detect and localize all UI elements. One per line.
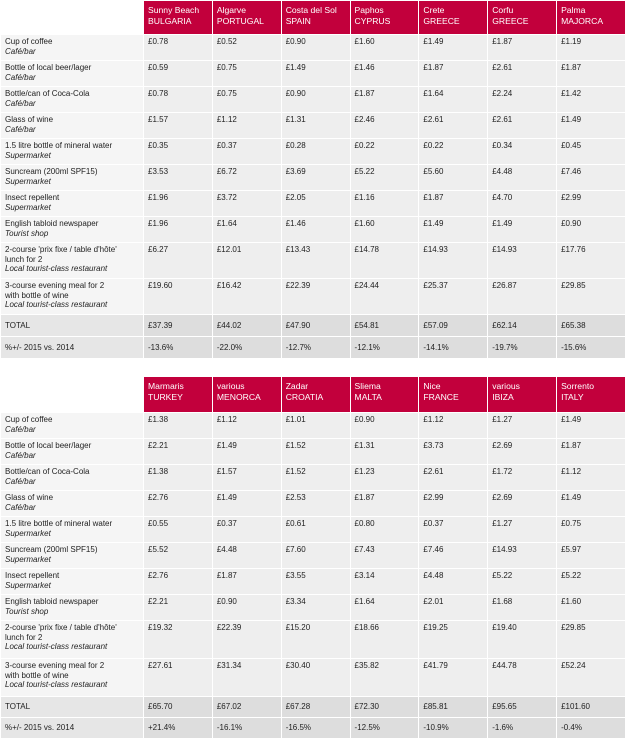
- total-cell: £65.38: [557, 315, 625, 337]
- price-cell: £0.37: [212, 517, 281, 543]
- price-cell: £1.01: [281, 413, 350, 439]
- table-row: [1, 543, 625, 569]
- item-label: 3-course evening meal for 2 with bottle of wine Local tourist-class restaurant: [1, 659, 144, 697]
- price-cell: £1.87: [557, 61, 625, 87]
- price-cell: £3.55: [281, 569, 350, 595]
- item-label: Cup of coffee Café/bar: [1, 35, 144, 61]
- price-cell: £15.20: [281, 621, 350, 659]
- price-cell: £1.72: [488, 465, 557, 491]
- price-cell: £1.49: [419, 217, 488, 243]
- item-label: Insect repellent Supermarket: [1, 569, 144, 595]
- table-row: [1, 621, 625, 659]
- price-cell: £17.76: [557, 243, 625, 279]
- header-destination: various IBIZA: [488, 377, 557, 413]
- header-corner: [1, 377, 144, 413]
- header-corner: [1, 1, 144, 35]
- change-cell: +21.4%: [144, 718, 213, 739]
- price-cell: £0.78: [144, 35, 213, 61]
- header-destination: Paphos CYPRUS: [350, 1, 419, 35]
- header-destination: various MENORCA: [212, 377, 281, 413]
- change-cell: -0.4%: [557, 718, 625, 739]
- price-cell: £1.23: [350, 465, 419, 491]
- header-destination: Zadar CROATIA: [281, 377, 350, 413]
- price-cell: £14.93: [488, 243, 557, 279]
- price-cell: £19.25: [419, 621, 488, 659]
- price-cell: £1.87: [419, 61, 488, 87]
- item-label: Cup of coffee Café/bar: [1, 413, 144, 439]
- price-cell: £1.60: [350, 217, 419, 243]
- price-cell: £30.40: [281, 659, 350, 697]
- price-cell: £44.78: [488, 659, 557, 697]
- price-cell: £1.49: [557, 113, 625, 139]
- price-cell: £16.42: [212, 279, 281, 315]
- header-destination: Sliema MALTA: [350, 377, 419, 413]
- price-cell: £1.27: [488, 517, 557, 543]
- price-cell: £41.79: [419, 659, 488, 697]
- change-label: %+/- 2015 vs. 2014: [1, 337, 144, 359]
- price-cell: £5.22: [350, 165, 419, 191]
- header-destination: Corfu GREECE: [488, 1, 557, 35]
- price-cell: £6.72: [212, 165, 281, 191]
- table-row: [1, 191, 625, 217]
- price-cell: £27.61: [144, 659, 213, 697]
- header-destination: Costa del Sol SPAIN: [281, 1, 350, 35]
- item-label: 1.5 litre bottle of mineral water Supermarket: [1, 517, 144, 543]
- price-cell: £0.37: [212, 139, 281, 165]
- price-cell: £24.44: [350, 279, 419, 315]
- price-cell: £0.80: [350, 517, 419, 543]
- price-cell: £1.87: [350, 491, 419, 517]
- price-cell: £25.37: [419, 279, 488, 315]
- price-cell: £35.82: [350, 659, 419, 697]
- price-cell: £2.69: [488, 491, 557, 517]
- price-cell: £2.21: [144, 595, 213, 621]
- change-cell: -16.1%: [212, 718, 281, 739]
- item-label: Glass of wine Café/bar: [1, 113, 144, 139]
- price-cell: £1.38: [144, 413, 213, 439]
- price-cell: £7.46: [419, 543, 488, 569]
- change-cell: -22.0%: [212, 337, 281, 359]
- price-cell: £0.78: [144, 87, 213, 113]
- price-cell: £2.99: [557, 191, 625, 217]
- price-cell: £19.32: [144, 621, 213, 659]
- header-row: [1, 377, 625, 413]
- total-cell: £37.39: [144, 315, 213, 337]
- price-cell: £2.24: [488, 87, 557, 113]
- table-row: [1, 87, 625, 113]
- price-cell: £0.55: [144, 517, 213, 543]
- table-row: [1, 413, 625, 439]
- price-cell: £1.87: [212, 569, 281, 595]
- price-cell: £1.60: [557, 595, 625, 621]
- item-label: 1.5 litre bottle of mineral water Supermarket: [1, 139, 144, 165]
- item-label: Bottle/can of Coca-Cola Café/bar: [1, 465, 144, 491]
- price-cell: £0.59: [144, 61, 213, 87]
- price-cell: £2.46: [350, 113, 419, 139]
- item-label: 2-course 'prix fixe / table d'hôte' lunch for 2 Local tourist-class restaurant: [1, 621, 144, 659]
- table-row: [1, 217, 625, 243]
- change-cell: -12.5%: [350, 718, 419, 739]
- table-row: [1, 165, 625, 191]
- price-cell: £1.49: [557, 413, 625, 439]
- price-cell: £5.22: [488, 569, 557, 595]
- item-label: English tabloid newspaper Tourist shop: [1, 595, 144, 621]
- table-row: [1, 465, 625, 491]
- change-cell: -19.7%: [488, 337, 557, 359]
- price-cell: £0.75: [212, 87, 281, 113]
- price-cell: £1.64: [419, 87, 488, 113]
- item-label: Suncream (200ml SPF15) Supermarket: [1, 165, 144, 191]
- price-cell: £29.85: [557, 621, 625, 659]
- price-cell: £0.90: [281, 87, 350, 113]
- table-row: [1, 491, 625, 517]
- price-cell: £1.87: [557, 439, 625, 465]
- item-label: 3-course evening meal for 2 with bottle of wine Local tourist-class restaurant: [1, 279, 144, 315]
- price-cell: £2.99: [419, 491, 488, 517]
- price-cell: £5.97: [557, 543, 625, 569]
- price-cell: £1.19: [557, 35, 625, 61]
- price-cell: £1.68: [488, 595, 557, 621]
- table-row: [1, 569, 625, 595]
- header-destination: Sunny Beach BULGARIA: [144, 1, 213, 35]
- price-cell: £0.75: [212, 61, 281, 87]
- price-cell: £2.61: [419, 465, 488, 491]
- item-label: Bottle of local beer/lager Café/bar: [1, 439, 144, 465]
- price-cell: £3.14: [350, 569, 419, 595]
- header-destination: Marmaris TURKEY: [144, 377, 213, 413]
- price-cell: £1.49: [212, 439, 281, 465]
- header-destination: Algarve PORTUGAL: [212, 1, 281, 35]
- price-cell: £1.96: [144, 191, 213, 217]
- table-row: [1, 439, 625, 465]
- price-cell: £0.37: [419, 517, 488, 543]
- price-cell: £0.75: [557, 517, 625, 543]
- price-cell: £1.64: [212, 217, 281, 243]
- price-cell: £14.93: [419, 243, 488, 279]
- change-cell: -1.6%: [488, 718, 557, 739]
- price-cell: £52.24: [557, 659, 625, 697]
- price-cell: £1.49: [488, 217, 557, 243]
- item-label: Insect repellent Supermarket: [1, 191, 144, 217]
- change-cell: -14.1%: [419, 337, 488, 359]
- change-cell: -12.1%: [350, 337, 419, 359]
- price-cell: £18.66: [350, 621, 419, 659]
- price-cell: £0.22: [350, 139, 419, 165]
- price-cell: £1.12: [557, 465, 625, 491]
- price-cell: £2.53: [281, 491, 350, 517]
- price-cell: £0.35: [144, 139, 213, 165]
- price-cell: £6.27: [144, 243, 213, 279]
- price-cell: £2.76: [144, 569, 213, 595]
- table-row: [1, 279, 625, 315]
- price-cell: £2.21: [144, 439, 213, 465]
- price-cell: £5.22: [557, 569, 625, 595]
- price-cell: £1.52: [281, 439, 350, 465]
- price-cell: £1.96: [144, 217, 213, 243]
- price-cell: £1.57: [212, 465, 281, 491]
- item-label: 2-course 'prix fixe / table d'hôte' lunch for 2 Local tourist-class restaurant: [1, 243, 144, 279]
- price-cell: £2.05: [281, 191, 350, 217]
- price-cell: £7.46: [557, 165, 625, 191]
- price-cell: £1.87: [419, 191, 488, 217]
- price-cell: £1.87: [350, 87, 419, 113]
- change-row: [1, 337, 625, 359]
- price-cell: £1.31: [350, 439, 419, 465]
- price-cell: £0.52: [212, 35, 281, 61]
- price-cell: £1.46: [281, 217, 350, 243]
- total-cell: £57.09: [419, 315, 488, 337]
- change-cell: -12.7%: [281, 337, 350, 359]
- item-label: Bottle/can of Coca-Cola Café/bar: [1, 87, 144, 113]
- price-cell: £12.01: [212, 243, 281, 279]
- price-cell: £1.87: [488, 35, 557, 61]
- total-cell: £67.02: [212, 697, 281, 718]
- price-cell: £1.12: [419, 413, 488, 439]
- price-cell: £0.22: [419, 139, 488, 165]
- price-cell: £29.85: [557, 279, 625, 315]
- table-row: [1, 61, 625, 87]
- total-label: TOTAL: [1, 697, 144, 718]
- price-cell: £31.34: [212, 659, 281, 697]
- total-cell: £65.70: [144, 697, 213, 718]
- price-cell: £2.01: [419, 595, 488, 621]
- price-cell: £1.64: [350, 595, 419, 621]
- total-row: [1, 697, 625, 718]
- price-cell: £1.52: [281, 465, 350, 491]
- price-cell: £1.60: [350, 35, 419, 61]
- price-cell: £2.76: [144, 491, 213, 517]
- price-cell: £1.31: [281, 113, 350, 139]
- table-row: [1, 139, 625, 165]
- price-cell: £0.90: [350, 413, 419, 439]
- change-cell: -15.6%: [557, 337, 625, 359]
- price-cell: £3.34: [281, 595, 350, 621]
- price-cell: £4.70: [488, 191, 557, 217]
- item-label: Bottle of local beer/lager Café/bar: [1, 61, 144, 87]
- change-cell: -10.9%: [419, 718, 488, 739]
- price-cell: £1.49: [419, 35, 488, 61]
- price-cell: £0.90: [212, 595, 281, 621]
- price-cell: £3.69: [281, 165, 350, 191]
- change-cell: -16.5%: [281, 718, 350, 739]
- price-cell: £5.60: [419, 165, 488, 191]
- price-cell: £1.49: [281, 61, 350, 87]
- price-cell: £14.78: [350, 243, 419, 279]
- header-destination: Nice FRANCE: [419, 377, 488, 413]
- price-cell: £4.48: [419, 569, 488, 595]
- price-cell: £1.38: [144, 465, 213, 491]
- price-cell: £0.61: [281, 517, 350, 543]
- header-destination: Palma MAJORCA: [557, 1, 625, 35]
- price-cell: £2.61: [488, 61, 557, 87]
- price-cell: £2.61: [488, 113, 557, 139]
- table-row: [1, 35, 625, 61]
- header-row: [1, 1, 625, 35]
- price-cell: £3.73: [419, 439, 488, 465]
- table-row: [1, 243, 625, 279]
- price-cell: £1.49: [557, 491, 625, 517]
- price-cell: £5.52: [144, 543, 213, 569]
- price-table-2: [0, 376, 625, 739]
- price-cell: £3.53: [144, 165, 213, 191]
- price-cell: £19.60: [144, 279, 213, 315]
- price-cell: £0.90: [281, 35, 350, 61]
- header-destination: Crete GREECE: [419, 1, 488, 35]
- price-cell: £4.48: [212, 543, 281, 569]
- price-cell: £0.90: [557, 217, 625, 243]
- price-cell: £1.49: [212, 491, 281, 517]
- price-cell: £1.27: [488, 413, 557, 439]
- price-cell: £1.46: [350, 61, 419, 87]
- price-cell: £1.42: [557, 87, 625, 113]
- total-row: [1, 315, 625, 337]
- price-cell: £3.72: [212, 191, 281, 217]
- price-cell: £22.39: [281, 279, 350, 315]
- item-label: Suncream (200ml SPF15) Supermarket: [1, 543, 144, 569]
- change-row: [1, 718, 625, 739]
- item-label: Glass of wine Café/bar: [1, 491, 144, 517]
- table-row: [1, 659, 625, 697]
- total-cell: £62.14: [488, 315, 557, 337]
- price-cell: £1.12: [212, 413, 281, 439]
- price-cell: £2.69: [488, 439, 557, 465]
- price-cell: £1.57: [144, 113, 213, 139]
- price-cell: £13.43: [281, 243, 350, 279]
- total-cell: £54.81: [350, 315, 419, 337]
- price-cell: £0.28: [281, 139, 350, 165]
- total-cell: £47.90: [281, 315, 350, 337]
- total-cell: £67.28: [281, 697, 350, 718]
- table-row: [1, 113, 625, 139]
- price-cell: £1.12: [212, 113, 281, 139]
- total-cell: £85.81: [419, 697, 488, 718]
- price-cell: £4.48: [488, 165, 557, 191]
- table-row: [1, 517, 625, 543]
- price-cell: £0.45: [557, 139, 625, 165]
- price-cell: £14.93: [488, 543, 557, 569]
- total-label: TOTAL: [1, 315, 144, 337]
- item-label: English tabloid newspaper Tourist shop: [1, 217, 144, 243]
- price-cell: £7.43: [350, 543, 419, 569]
- total-cell: £95.65: [488, 697, 557, 718]
- change-cell: -13.6%: [144, 337, 213, 359]
- price-cell: £1.16: [350, 191, 419, 217]
- total-cell: £44.02: [212, 315, 281, 337]
- price-cell: £19.40: [488, 621, 557, 659]
- header-destination: Sorrento ITALY: [557, 377, 625, 413]
- price-cell: £2.61: [419, 113, 488, 139]
- total-cell: £72.30: [350, 697, 419, 718]
- price-cell: £7.60: [281, 543, 350, 569]
- total-cell: £101.60: [557, 697, 625, 718]
- price-cell: £26.87: [488, 279, 557, 315]
- price-cell: £22.39: [212, 621, 281, 659]
- price-table-1: [0, 0, 625, 359]
- price-cell: £0.34: [488, 139, 557, 165]
- table-row: [1, 595, 625, 621]
- change-label: %+/- 2015 vs. 2014: [1, 718, 144, 739]
